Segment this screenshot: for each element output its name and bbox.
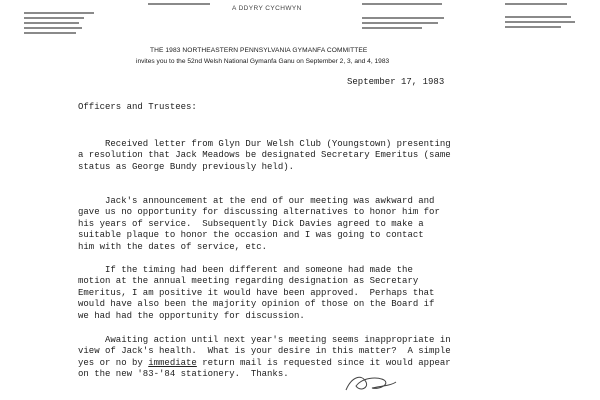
letterhead-motto: A DDYRY CYCHWYN (232, 5, 302, 12)
paragraph-line: would have also been the majority opinion of those on the Board if (78, 299, 435, 310)
letterhead-center-left (148, 2, 218, 11)
letterhead-left-address-graphic (24, 12, 112, 36)
letterhead-right-graphic (505, 2, 595, 10)
paragraph-line: on the new '83-'84 stationery. Thanks. (78, 369, 289, 380)
letterhead-center-right (362, 2, 452, 11)
letterhead-center-right-graphic (362, 2, 452, 10)
letterhead-center-left-graphic (148, 2, 218, 10)
paragraph-line: gave us no opportunity for discussing alternatives to honor him for (78, 207, 440, 218)
letterhead-right-2 (505, 15, 595, 34)
paragraph-line: Received letter from Glyn Dur Welsh Club (Youngstown) presenting (78, 138, 451, 149)
underlined-word: immediate (148, 357, 197, 368)
paragraph-line: view of Jack's health. What is your desire in this matter? A simple (78, 346, 451, 357)
paragraph-line: Emeritus, I am positive it would have been approved. Perhaps that (78, 287, 435, 298)
paragraph-line: suitable plaque to honor the occasion and I was going to contact (78, 230, 424, 241)
text-run: yes or no by (78, 357, 149, 368)
paragraph-line: Awaiting action until next year's meeting seems inappropriate in (78, 334, 451, 345)
paragraph-1 (78, 127, 451, 185)
paragraph-3 (78, 253, 434, 334)
letterhead-right (505, 2, 595, 11)
paragraph-line: motion at the annual meeting regarding designation as Secretary (78, 276, 419, 287)
invitation-line: invites you to the 52nd Welsh National Gymanfa Ganu on September 2, 3, and 4, 1983 (136, 58, 390, 65)
paragraph-line: we had had the opportunity for discussion. (78, 310, 305, 321)
letterhead-right-2-graphic (505, 15, 595, 33)
letterhead-left-address (24, 12, 112, 37)
paragraph-line: status as George Bundy previously held). (78, 161, 295, 172)
paragraph-line: If the timing had been different and someone had made the (78, 264, 413, 275)
signature-scribble (340, 368, 400, 396)
paragraph-line: Jack's announcement at the end of our meeting was awkward and (78, 195, 435, 206)
text-run: return mail is requested since it would appear (196, 357, 451, 368)
letterhead-center-right-2-graphic (362, 16, 452, 34)
committee-title: THE 1983 NORTHEASTERN PENNSYLVANIA GYMANFA COMMITTEE (150, 47, 368, 54)
salutation: Officers and Trustees: (78, 102, 197, 112)
paragraph-line: his years of service. Subsequently Dick Davies agreed to make a (78, 218, 424, 229)
letter-date: September 17, 1983 (347, 77, 445, 87)
paragraph-line: a resolution that Jack Meadows be designated Secretary Emeritus (same (78, 150, 451, 161)
paragraph-line: him with the dates of service, etc. (78, 241, 268, 252)
letterhead-center-right-2 (362, 16, 452, 35)
